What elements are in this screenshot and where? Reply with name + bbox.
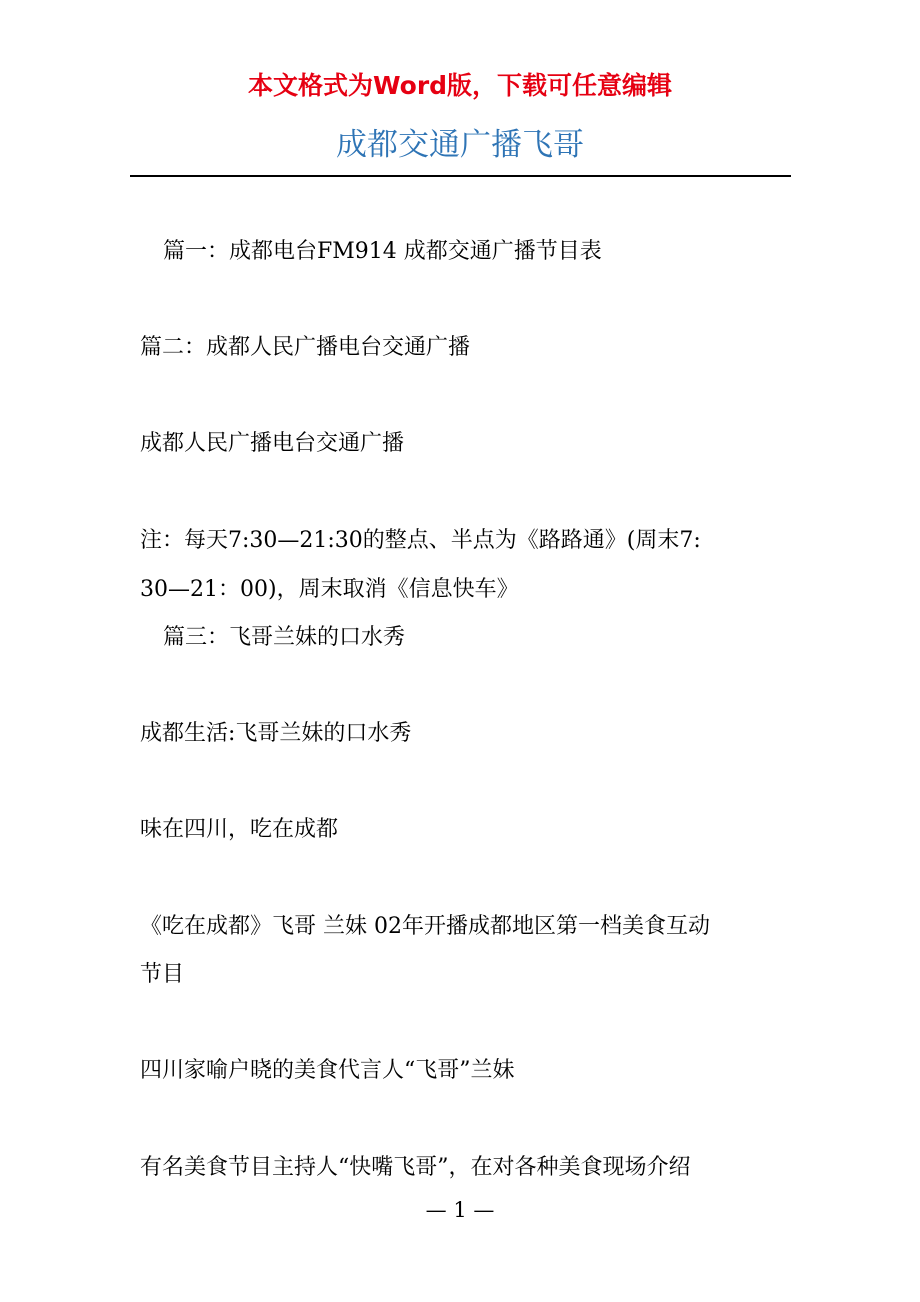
page-number: — 1 — bbox=[425, 1198, 495, 1222]
paragraph-6: 篇三：飞哥兰妹的口水秀 bbox=[163, 625, 406, 650]
paragraph-2: 篇二：成都人民广播电台交通广播 bbox=[140, 335, 471, 360]
paragraph-3: 成都人民广播电台交通广播 bbox=[140, 431, 405, 456]
paragraph-10: 节目 bbox=[140, 962, 185, 987]
paragraph-12: 有名美食节目主持人“快嘴飞哥”，在对各种美食现场介绍 bbox=[140, 1155, 691, 1180]
paragraph-8: 味在四川，吃在成都 bbox=[140, 817, 339, 842]
paragraph-4: 注：每天7:30—21:30的整点、半点为《路路通》(周末7: bbox=[140, 528, 701, 553]
title-divider bbox=[130, 175, 791, 177]
paragraph-5: 30—21：00)，周末取消《信息快车》 bbox=[140, 577, 519, 602]
download-banner: 本文格式为Word版，下载可任意编辑 bbox=[247, 71, 673, 100]
paragraph-7: 成都生活:飞哥兰妹的口水秀 bbox=[140, 721, 412, 746]
paragraph-9: 《吃在成都》飞哥 兰妹 02年开播成都地区第一档美食互动 bbox=[140, 914, 710, 939]
document-title: 成都交通广播飞哥 bbox=[336, 127, 584, 163]
paragraph-11: 四川家喻户晓的美食代言人“飞哥”兰妹 bbox=[140, 1058, 515, 1083]
paragraph-1: 篇一：成都电台FM914 成都交通广播节目表 bbox=[163, 239, 602, 264]
